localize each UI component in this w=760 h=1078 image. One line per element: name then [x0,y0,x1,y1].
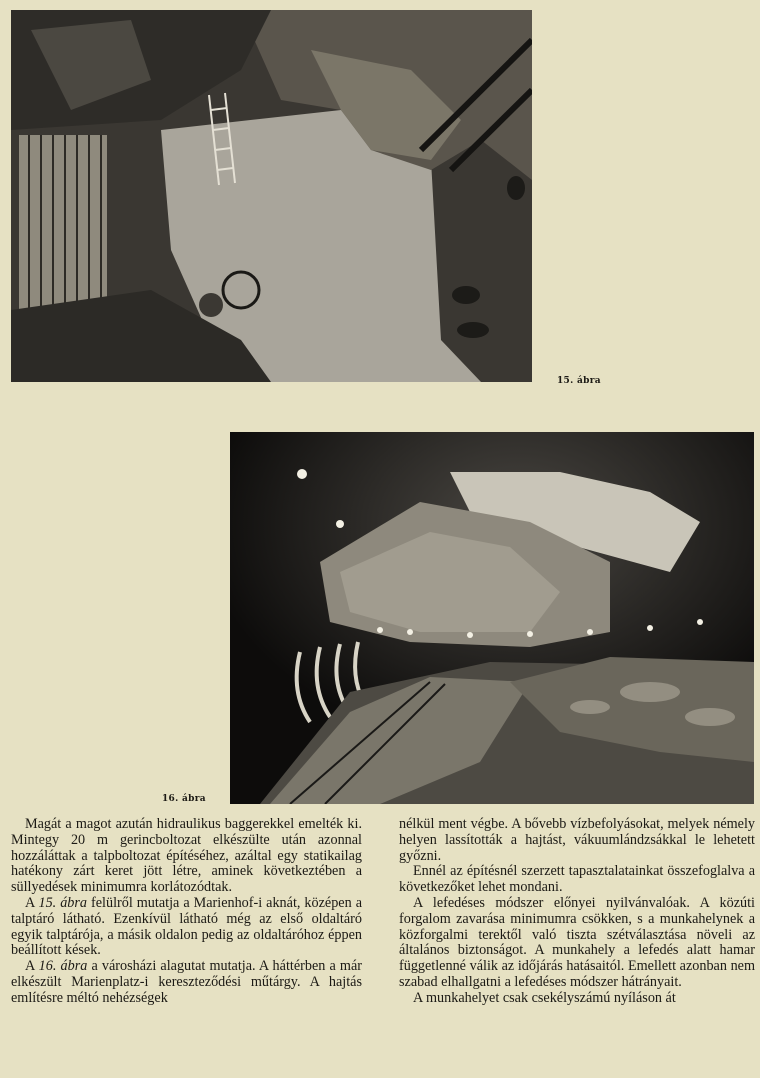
paragraph: A lefedéses módszer előnyei nyilvánvalóak. A közúti forgalom zavarása minimumra csökken, s a munkahelynek a közforgalmi terektől való tiszta szétválasztása növeli az általános biztonságot. A munkahely a lefedés alatt hamar függetlenné válik az időjárás hatásaitól. Emellett azonban nem szabad elhallgatni a lefedéses módszer hátrányait. [399,894,755,990]
figure-reference: 15. ábra [38,894,88,911]
paragraph: nélkül ment végbe. A bővebb vízbefolyásokat, melyek némely helyen lassították a hajtást, vákuumlándzsákkal le lehetett győzni. [399,816,755,864]
paragraph-text: a városházi alagutat mutatja. A háttérben a már elkészült Marienplatz-i kereszteződési műtárgy. A hajtás említésre méltó nehézségek [11,958,362,1006]
figure-16-caption: 16. ábra [162,794,206,804]
paragraph: Magát a magot azután hidraulikus baggerekkel emelték ki. Mintegy 20 m gerincboltozat elkészülte után azonnal hozzáláttak a talpboltozat építéséhez, azáltal egy statikailag hatékony zárt keret jött létre, aminek következtében a süllyedések minimumra korlátozódtak. [11,816,362,896]
paragraph [11,896,362,959]
text-column-right [399,817,755,1007]
paragraph-prefix: A [25,958,39,975]
figure-reference: 16. ábra [38,958,88,975]
text-column-left [11,817,362,1007]
paragraph: A munkahelyet csak csekélyszámú nyíláson át [413,989,676,1006]
paragraph: Ennél az építésnél szerzett tapasztalatainkat összefoglalva a következőket lehet mondani. [399,863,755,896]
figure-16-photo [230,432,754,804]
figure-15-caption: 15. ábra [557,376,601,386]
paragraph-text: felülről mutatja a Marienhof-i aknát, középen a talptáró látható. Ezenkívül látható még az első oldaltáró egyik talptárója, a másik oldalon pedig az oldaltáróhoz éppen beállított kések. [11,894,362,959]
figure-15-photo [11,10,532,382]
paragraph [11,959,362,1006]
paragraph-prefix: A [25,894,39,911]
